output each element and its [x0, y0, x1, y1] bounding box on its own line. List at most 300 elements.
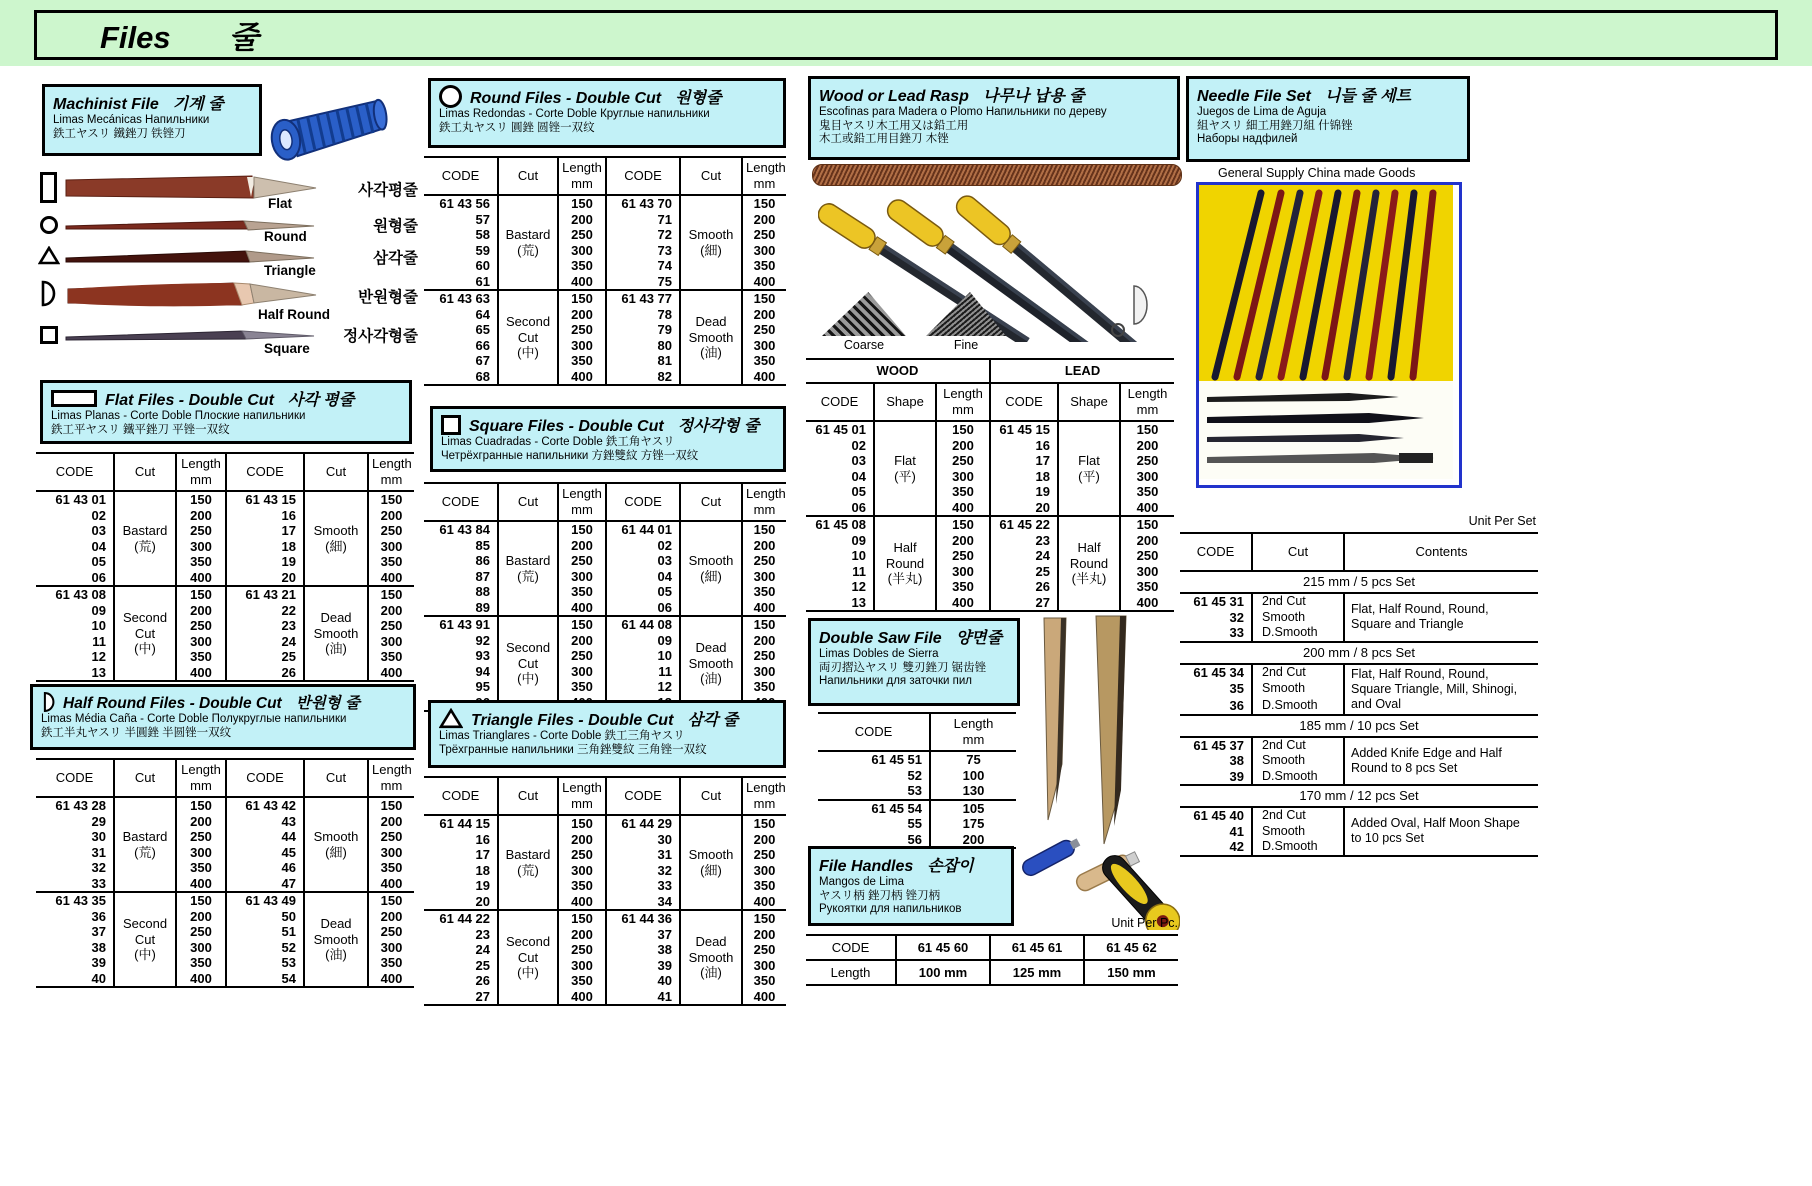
table-cell: 23	[226, 618, 304, 634]
table-cell: 85	[475, 537, 490, 553]
table-cell: 200	[558, 212, 606, 228]
square-section-sub1: Limas Cuadradas - Corte Doble 鉄工角ヤスリ	[441, 436, 675, 448]
table-cell: 350	[558, 973, 606, 989]
table-cell: 350	[742, 258, 786, 274]
table-cell: 61 45 54	[818, 800, 930, 817]
table-cell: 04	[606, 569, 680, 585]
table-cell: 350	[558, 258, 606, 274]
table-cell: 18	[475, 862, 490, 878]
table-cell: 61 45 31	[1180, 593, 1252, 610]
table-row	[818, 816, 1016, 832]
table-cell: 03	[606, 553, 680, 569]
table-cell: 150	[558, 521, 606, 538]
table-cell: 200	[176, 603, 226, 619]
double-saw-table	[818, 712, 1016, 849]
table-cell: 150	[558, 616, 606, 633]
table-cell: 10	[91, 618, 106, 633]
table-cell: CODE	[606, 777, 680, 815]
table-cell: 200	[936, 438, 990, 454]
table-cell: 26	[990, 579, 1058, 595]
table-cell: 250	[558, 553, 606, 569]
table-cell: 58	[475, 227, 490, 242]
needle-file-set-table	[1180, 532, 1538, 857]
shape-label-flat-en: Flat	[268, 196, 293, 211]
table-cell: Bastard (荒)	[498, 521, 558, 616]
table-cell: Added Oval, Half Moon Shape to 10 pcs Set	[1344, 807, 1538, 856]
machinist-handle-photo	[262, 86, 397, 164]
table-cell: 75	[606, 274, 680, 291]
shape-label-round-en: Round	[264, 229, 307, 244]
table-cell: 31	[91, 844, 106, 860]
table-cell: 2nd Cut	[1252, 737, 1344, 754]
machinist-sub1: Limas Mecánicas Напильники	[53, 114, 210, 126]
table-cell: 27	[990, 595, 1058, 612]
table-cell: Length mm	[558, 483, 606, 521]
needle-file-set-section-header	[1186, 76, 1470, 162]
table-cell: 200	[176, 508, 226, 524]
shape-row-flat	[36, 172, 418, 211]
table-cell: Flat, Half Round, Round, Square Triangle, Mill, Shinogi, and Oval	[1344, 664, 1538, 715]
table-cell: 19	[990, 484, 1058, 500]
table-cell: 52	[907, 767, 922, 783]
table-cell: 39	[91, 955, 106, 970]
table-cell: 09	[606, 633, 680, 649]
table-cell: 300	[742, 338, 786, 354]
table-cell: 26	[475, 973, 490, 988]
table-cell: 350	[368, 955, 414, 971]
table-cell: 150	[742, 521, 786, 538]
triangle-files-table	[424, 776, 786, 1006]
table-cell: 200	[936, 533, 990, 549]
table-cell: 46	[226, 860, 304, 876]
table-cell: 250	[558, 322, 606, 338]
table-cell: 72	[606, 227, 680, 243]
table-cell: 400	[558, 989, 606, 1006]
wood-rasp-sub3: 木工或鉛工用目銼刀 木锉	[819, 133, 949, 145]
table-row	[424, 815, 786, 832]
shape-label-triangle-en: Triangle	[264, 263, 316, 278]
table-cell: 50	[226, 909, 304, 925]
table-cell: Second Cut (中)	[498, 910, 558, 1005]
table-cell: 400	[176, 971, 226, 988]
table-cell: 30	[91, 829, 106, 844]
table-cell: Length	[806, 960, 896, 985]
file-handles-title: File Handles 손잡이	[819, 858, 974, 875]
table-cell: Smooth (細)	[304, 797, 368, 892]
table-cell: 300	[742, 863, 786, 879]
table-cell: 75	[930, 751, 1016, 768]
table-cell: 250	[368, 523, 414, 539]
table-cell: 300	[176, 634, 226, 650]
shape-label-square-kr: 정사각형줄	[343, 328, 418, 345]
wood-lead-table	[806, 358, 1174, 612]
table-cell: 24	[226, 634, 304, 650]
table-cell: 02	[606, 538, 680, 554]
table-cell: 150	[176, 586, 226, 603]
table-cell: 150	[742, 290, 786, 307]
flat-shape-icon	[40, 172, 57, 203]
table-cell: 250	[176, 618, 226, 634]
table-cell: 350	[176, 860, 226, 876]
table-cell: 53	[226, 955, 304, 971]
table-cell: 200 mm / 8 pcs Set	[1180, 642, 1538, 664]
table-cell: 300	[742, 569, 786, 585]
table-cell: Cut	[498, 483, 558, 521]
table-cell: 59	[475, 242, 490, 258]
table-cell: Smooth	[1252, 610, 1344, 626]
table-cell: Bastard (荒)	[498, 195, 558, 290]
table-cell: 09	[851, 532, 866, 548]
table-cell: Length mm	[936, 383, 990, 421]
table-cell: 61 43 21	[226, 586, 304, 603]
table-cell: 400	[368, 665, 414, 682]
table-cell: Cut	[114, 453, 176, 491]
table-cell: Cut	[680, 483, 742, 521]
table-cell: Flat (平)	[874, 421, 936, 516]
table-cell: Shape	[874, 383, 936, 421]
table-header-row	[1180, 533, 1538, 571]
table-cell: Bastard (荒)	[114, 491, 176, 586]
triangle-section-sub2: Трёхгранные напильники 三角銼雙紋 三角锉一双纹	[439, 743, 707, 756]
table-cell: 16	[990, 438, 1058, 454]
table-cell: 61 45 15	[990, 421, 1058, 438]
table-cell: 30	[606, 832, 680, 848]
table-cell: 61 43 77	[606, 290, 680, 307]
table-cell: 38	[606, 942, 680, 958]
table-cell: 37	[91, 924, 106, 939]
table-cell: 400	[558, 369, 606, 386]
table-row	[36, 491, 414, 508]
table-cell: Contents	[1344, 533, 1538, 571]
needle-title: Needle File Set 니들 줄 세트	[1197, 88, 1411, 105]
table-cell: 61 45 22	[990, 516, 1058, 533]
table-row	[818, 768, 1016, 784]
table-cell: 38	[1229, 753, 1244, 768]
table-cell: 2nd Cut	[1252, 807, 1344, 824]
table-cell: 20	[475, 893, 490, 909]
double-saw-title: Double Saw File 양면줄	[819, 630, 1003, 647]
round-section-sub1: Limas Redondas - Corte Doble Круглые напильники	[439, 108, 710, 120]
table-row	[424, 910, 786, 927]
table-row	[1180, 593, 1538, 610]
table-cell: 150	[558, 815, 606, 832]
table-cell: 61	[475, 273, 490, 289]
table-cell: 150	[558, 910, 606, 927]
table-cell: 51	[226, 924, 304, 940]
table-cell: 300	[558, 664, 606, 680]
table-cell: 12	[91, 649, 106, 664]
table-cell: 200	[368, 814, 414, 830]
table-cell: Smooth (細)	[680, 521, 742, 616]
round-section-icon	[439, 85, 462, 108]
table-cell: 350	[368, 649, 414, 665]
table-cell: 200	[742, 538, 786, 554]
table-cell: 400	[176, 665, 226, 682]
table-cell: Cut	[498, 777, 558, 815]
coarse-label: Coarse	[843, 338, 885, 352]
round-section-sub2: 鉄工丸ヤスリ 圓銼 圆锉一双纹	[439, 121, 595, 134]
table-cell: Cut	[304, 759, 368, 797]
table-cell: 24	[475, 942, 490, 957]
table-cell: CODE	[424, 483, 498, 521]
table-cell: 16	[475, 831, 490, 847]
half-round-files-table	[36, 758, 414, 988]
table-cell: 61 44 15	[424, 815, 498, 832]
table-cell: Shape	[1058, 383, 1120, 421]
page-header-border	[34, 10, 1778, 60]
table-cell: 250	[742, 648, 786, 664]
round-files-section-header	[428, 78, 786, 148]
table-cell: 35	[1229, 681, 1244, 697]
table-cell: Length mm	[368, 759, 414, 797]
table-cell: 350	[742, 679, 786, 695]
table-cell: 33	[91, 875, 106, 891]
table-cell: 11	[852, 563, 866, 579]
table-cell: 61 43 63	[424, 290, 498, 307]
table-cell: 16	[226, 508, 304, 524]
fine-label: Fine	[953, 338, 979, 352]
table-cell: Smooth	[1252, 824, 1344, 840]
table-cell: 150 mm	[1084, 960, 1178, 985]
table-cell: 300	[1120, 564, 1174, 580]
table-cell: 29	[91, 813, 106, 829]
table-cell: 61 44 22	[424, 910, 498, 927]
table-cell: 400	[742, 274, 786, 291]
table-cell: 400	[742, 600, 786, 617]
wood-rasp-sub1: Escofinas para Madera o Plomo Напильники по дереву	[819, 106, 1107, 118]
table-header-row	[424, 483, 786, 521]
table-cell: 61 43 42	[226, 797, 304, 814]
table-cell: 400	[1120, 595, 1174, 612]
table-cell: 61 43 70	[606, 195, 680, 212]
page-title	[100, 12, 259, 57]
table-cell: 81	[606, 353, 680, 369]
table-cell: 250	[176, 523, 226, 539]
table-header-row	[806, 383, 1174, 421]
table-cell: 61 44 29	[606, 815, 680, 832]
table-cell: 61 45 51	[818, 751, 930, 768]
table-cell: LEAD	[990, 359, 1174, 383]
table-cell: 40	[91, 970, 106, 986]
shape-label-half-round-kr: 반원형줄	[358, 289, 418, 306]
table-cell: 185 mm / 10 pcs Set	[1180, 715, 1538, 737]
table-cell: 36	[91, 908, 106, 924]
double-saw-sub3: Напильники для заточки пил	[819, 675, 973, 687]
table-cell: 13	[851, 594, 866, 610]
table-cell: 250	[742, 322, 786, 338]
table-cell: Dead Smooth (油)	[680, 616, 742, 711]
file-handles-section-header	[808, 846, 1014, 926]
table-cell: 350	[1120, 484, 1174, 500]
table-cell: 61 43 84	[424, 521, 498, 538]
table-cell: 400	[558, 274, 606, 291]
table-cell: CODE	[226, 759, 304, 797]
needle-set-photo-image	[1199, 185, 1453, 479]
table-cell: 93	[475, 648, 490, 663]
half-round-files-section-header	[30, 684, 416, 750]
table-cell: 400	[368, 971, 414, 988]
table-cell: 31	[606, 847, 680, 863]
table-cell: Flat, Half Round, Round, Square and Triangle	[1344, 593, 1538, 642]
shape-label-flat-kr: 사각평줄	[358, 182, 418, 199]
table-cell: 33	[1229, 625, 1244, 640]
table-cell: 400	[742, 989, 786, 1006]
table-cell: 61 44 08	[606, 616, 680, 633]
table-cell: 250	[176, 924, 226, 940]
table-cell: 66	[475, 337, 490, 353]
table-cell: 88	[475, 584, 490, 599]
shape-row-round	[36, 212, 418, 244]
table-row	[818, 783, 1016, 800]
table-cell: 350	[742, 973, 786, 989]
table-cell: 300	[558, 569, 606, 585]
table-cell: 61 43 15	[226, 491, 304, 508]
table-cell: 150	[368, 491, 414, 508]
flat-files-section-header	[40, 380, 412, 444]
table-cell: 19	[226, 554, 304, 570]
table-cell: 87	[475, 568, 490, 584]
table-cell: CODE	[226, 453, 304, 491]
table-cell: 200	[558, 832, 606, 848]
table-cell: Length mm	[176, 759, 226, 797]
table-cell: 150	[742, 616, 786, 633]
saw-files-photo	[1032, 614, 1152, 850]
table-cell: 250	[742, 847, 786, 863]
table-cell: Length mm	[368, 453, 414, 491]
page-header-band	[0, 0, 1812, 66]
table-cell: 06	[606, 600, 680, 617]
table-cell: Dead Smooth (油)	[680, 290, 742, 385]
table-cell: CODE	[806, 383, 874, 421]
table-cell: 150	[936, 516, 990, 533]
table-row	[1180, 737, 1538, 754]
table-cell: 2nd Cut	[1252, 664, 1344, 681]
table-cell: 130	[930, 783, 1016, 800]
table-cell: 23	[475, 926, 490, 942]
table-cell: 350	[558, 353, 606, 369]
table-cell: 100 mm	[896, 960, 990, 985]
page-title-en: Files	[100, 20, 171, 55]
table-cell: 350	[742, 584, 786, 600]
table-cell: 18	[226, 539, 304, 555]
table-cell: 200	[368, 508, 414, 524]
table-row	[806, 516, 1174, 533]
table-cell: 65	[475, 322, 490, 337]
table-cell: 250	[558, 648, 606, 664]
table-cell: 200	[742, 633, 786, 649]
table-cell: 68	[475, 368, 490, 384]
table-cell: 17	[226, 523, 304, 539]
table-cell: 40	[606, 973, 680, 989]
table-cell: 61 45 01	[806, 421, 874, 438]
shape-row-square	[36, 324, 418, 354]
table-cell: 79	[606, 322, 680, 338]
table-cell: D.Smooth	[1252, 697, 1344, 714]
table-cell: 13	[91, 664, 106, 680]
table-cell: 150	[936, 421, 990, 438]
table-cell: 39	[1229, 768, 1244, 784]
table-cell: 03	[851, 453, 866, 468]
table-cell: 56	[907, 831, 922, 847]
table-cell: Cut	[498, 157, 558, 195]
table-cell: 04	[851, 468, 866, 484]
table-cell: 02	[91, 507, 106, 523]
table-cell: 43	[226, 814, 304, 830]
table-cell: 61 43 91	[424, 616, 498, 633]
table-cell: 25	[226, 649, 304, 665]
table-header-row	[818, 713, 1016, 751]
table-cell: 89	[475, 599, 490, 615]
table-cell: 61 45 34	[1180, 664, 1252, 681]
table-cell: 300	[368, 940, 414, 956]
needle-photo-caption: General Supply China made Goods	[1218, 166, 1416, 180]
table-cell: Cut	[680, 157, 742, 195]
table-cell: 42	[1229, 839, 1244, 854]
table-cell: 250	[1120, 453, 1174, 469]
table-cell: 200	[176, 909, 226, 925]
table-cell: D.Smooth	[1252, 769, 1344, 786]
table-cell: 150	[1120, 421, 1174, 438]
file-handles-table	[806, 934, 1178, 986]
file-handles-sub1: Mangos de Lima	[819, 876, 905, 888]
table-cell: 150	[368, 586, 414, 603]
table-cell: 25	[475, 957, 490, 973]
table-cell: 200	[1120, 438, 1174, 454]
table-cell: 20	[226, 570, 304, 587]
table-cell: 350	[1120, 579, 1174, 595]
table-cell: Cut	[114, 759, 176, 797]
table-cell: 250	[936, 453, 990, 469]
square-section-title: Square Files - Double Cut 정사각형 줄	[469, 418, 760, 435]
triangle-shape-icon	[38, 246, 60, 265]
table-cell: 33	[606, 878, 680, 894]
shape-label-half-round-en: Half Round	[258, 307, 330, 322]
table-cell: Length mm	[742, 483, 786, 521]
table-cell: 150	[176, 797, 226, 814]
table-header-row	[424, 157, 786, 195]
table-cell: 300	[368, 539, 414, 555]
table-cell: 41	[1229, 823, 1244, 839]
file-handles-sub2: ヤスリ柄 銼刀柄 锉刀柄	[819, 889, 941, 902]
table-cell: 38	[91, 939, 106, 955]
table-cell: Dead Smooth (油)	[680, 910, 742, 1005]
table-cell: 17	[475, 847, 490, 862]
square-files-section-header	[430, 406, 786, 472]
table-cell: 61 45 08	[806, 516, 874, 533]
table-cell: 350	[936, 579, 990, 595]
set-size-row	[1180, 642, 1538, 664]
table-cell: 150	[742, 910, 786, 927]
square-section-icon	[441, 415, 461, 435]
table-cell: 150	[742, 815, 786, 832]
half-round-section-sub1: Limas Média Caña - Corte Doble Полукруглые напильники	[41, 713, 347, 725]
table-cell: 300	[742, 958, 786, 974]
table-cell: Length mm	[558, 157, 606, 195]
table-cell: WOOD	[806, 359, 990, 383]
half-round-section-sub2: 鉄工半丸ヤスリ 半圓銼 半圆锉一双纹	[41, 726, 232, 739]
table-cell: 250	[368, 924, 414, 940]
table-cell: 150	[1120, 516, 1174, 533]
table-cell: 32	[91, 860, 106, 875]
half-round-section-title: Half Round Files - Double Cut 반원형 줄	[63, 695, 360, 712]
machinist-file-section-header	[42, 84, 262, 156]
table-row	[806, 935, 1178, 960]
table-cell: 22	[226, 603, 304, 619]
table-cell: 400	[176, 876, 226, 893]
shape-label-round-kr: 원형줄	[373, 218, 418, 235]
table-header-row	[36, 759, 414, 797]
table-cell: Bastard (荒)	[114, 797, 176, 892]
